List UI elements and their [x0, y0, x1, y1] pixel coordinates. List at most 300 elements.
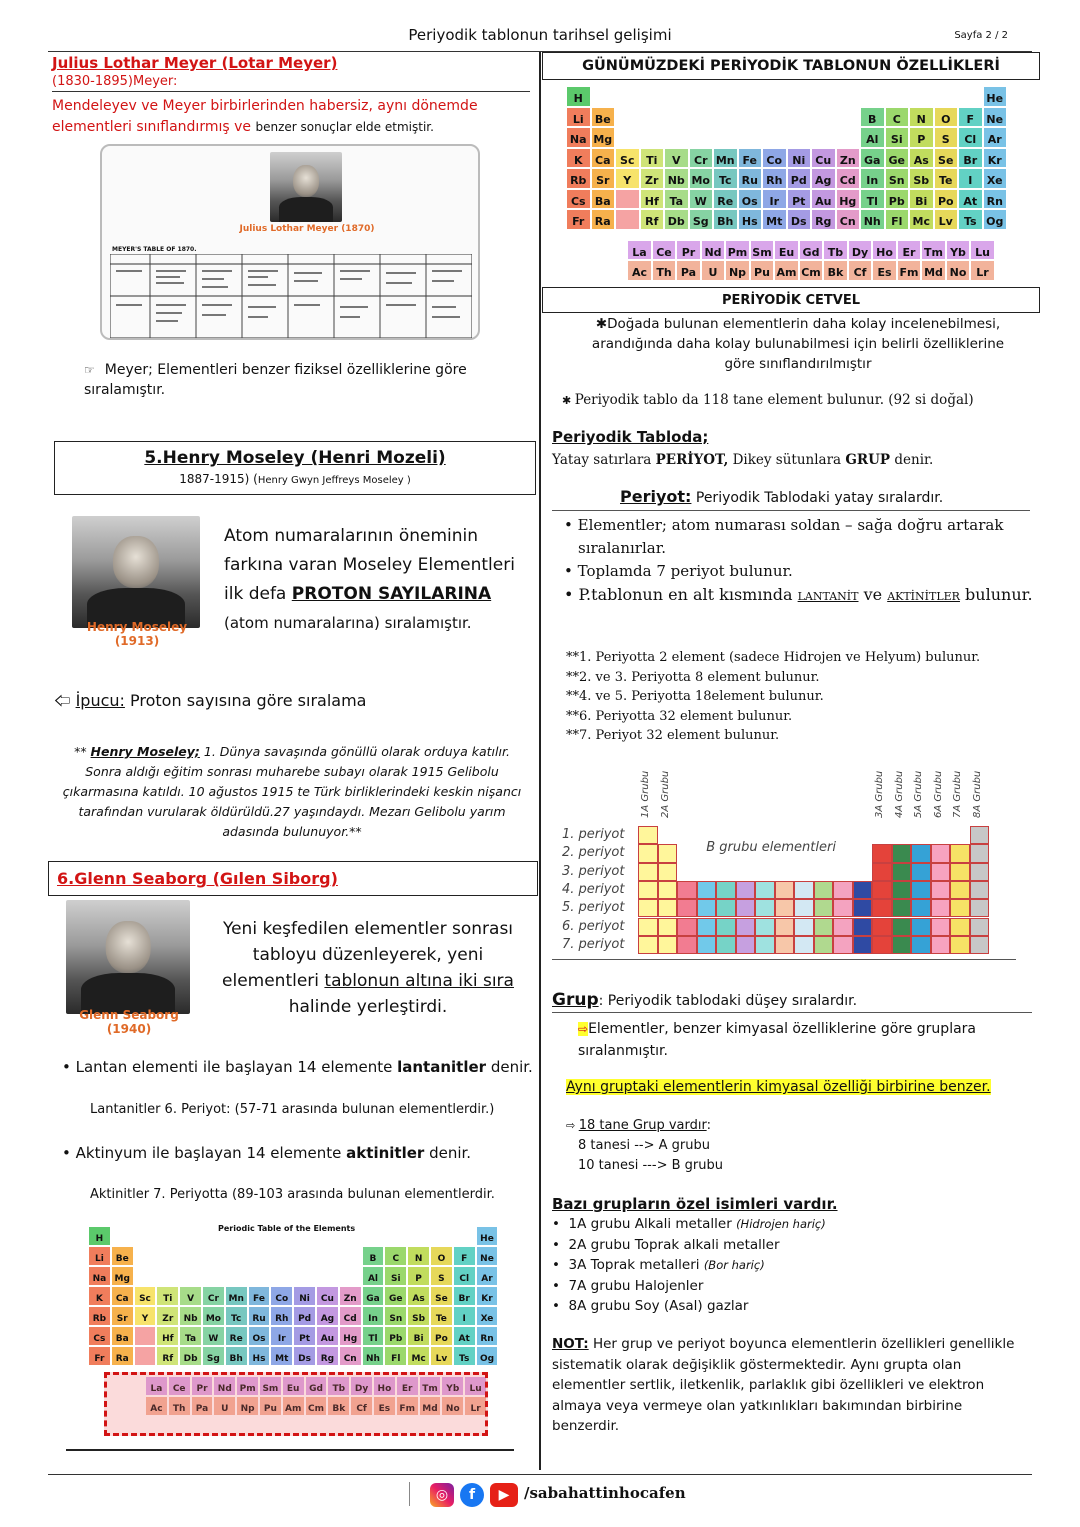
element-cell: Pr — [191, 1376, 214, 1396]
diagram-cell — [716, 899, 736, 917]
element-cell: Gd — [799, 240, 824, 261]
element-cell: S — [934, 127, 959, 148]
diagram-cell — [775, 899, 795, 917]
diagram-cell — [970, 899, 990, 917]
element-cell: Mo — [202, 1306, 225, 1326]
diagram-cell — [677, 936, 697, 954]
element-cell: He — [476, 1226, 499, 1246]
element-cell: C — [885, 107, 910, 128]
element-cell: H — [566, 86, 591, 107]
element-cell: Nb — [664, 168, 689, 189]
element-cell: Ru — [738, 168, 763, 189]
diagram-cell — [658, 936, 678, 954]
element-cell: Mg — [111, 1266, 134, 1286]
pt-label: Periyodik Tabloda; — [552, 428, 709, 446]
element-cell: Sm — [750, 240, 775, 261]
group-name-item: • 7A grubu Halojenler — [552, 1277, 704, 1294]
element-cell: Ar — [983, 127, 1008, 148]
moseley-years: 1887-1915) (Henry Gwyn Jeffreys Moseley ) — [179, 472, 411, 486]
element-cell: Ds — [787, 209, 812, 230]
element-cell: Cd — [339, 1306, 362, 1326]
period-group-diagram — [562, 764, 1018, 962]
element-cell: Po — [934, 189, 959, 210]
element-cell: Sr — [591, 168, 616, 189]
lantanit-line: • Lantan elementi ile başlayan 14 elemente lantanitler denir. — [62, 1058, 533, 1076]
periyot-count-item: **2. ve 3. Periyotta 8 element bulunur. — [566, 669, 820, 685]
element-count: ✱ Periyodik tablo da 118 tane element bulunur. (92 si doğal) — [562, 392, 974, 408]
element-cell: Co — [270, 1286, 293, 1306]
group-name-item: • 2A grubu Toprak alkali metaller — [552, 1236, 780, 1253]
element-cell: Pd — [293, 1306, 316, 1326]
element-cell: Ir — [762, 189, 787, 210]
diagram-cell — [814, 881, 834, 899]
grup-def: Grup: Periyodik tablodaki düşey sıralardır. — [552, 990, 858, 1010]
element-cell: Yb — [946, 240, 971, 261]
group-label: 5A Grubu — [913, 770, 924, 818]
seaborg-title: 6.Glenn Seaborg (Gılen Siborg) — [57, 869, 338, 888]
element-cell: Sc — [615, 148, 640, 169]
element-cell: Hf — [640, 189, 665, 210]
aktinit-line: • Aktinyum ile başlayan 14 elemente aktinitler denir. — [62, 1144, 472, 1162]
element-cell: Kr — [476, 1286, 499, 1306]
element-cell: Hs — [248, 1346, 271, 1366]
group-label: 2A Grubu — [659, 770, 671, 818]
element-cell: F — [958, 107, 983, 128]
diagram-cell — [814, 936, 834, 954]
diagram-cell — [697, 936, 717, 954]
element-cell: Bk — [823, 260, 848, 281]
periyot-count-item: **4. ve 5. Periyotta 18element bulunur. — [566, 689, 824, 704]
element-cell: Ra — [111, 1346, 134, 1366]
element-cell: Fr — [88, 1346, 111, 1366]
element-cell: Nb — [179, 1306, 202, 1326]
element-cell: Ta — [664, 189, 689, 210]
element-cell: Ru — [248, 1306, 271, 1326]
period-label: 1. periyot — [562, 827, 625, 842]
meyer-table-sketch — [110, 254, 472, 338]
element-cell: Os — [248, 1326, 271, 1346]
diagram-cell — [775, 936, 795, 954]
element-cell: Dy — [848, 240, 873, 261]
moseley-title-box — [54, 441, 536, 495]
element-cell: Si — [384, 1266, 407, 1286]
diagram-cell — [872, 936, 892, 954]
element-cell: Te — [934, 168, 959, 189]
element-cell: Au — [316, 1326, 339, 1346]
element-cell: Na — [88, 1266, 111, 1286]
element-cell: Rh — [762, 168, 787, 189]
diagram-cell — [970, 881, 990, 899]
group-label: 3A Grubu — [874, 770, 885, 818]
diagram-cell — [833, 881, 853, 899]
element-cell: O — [934, 107, 959, 128]
element-cell: Ce — [652, 240, 677, 261]
element-cell: Sn — [384, 1306, 407, 1326]
group-label: 8A Grubu — [971, 770, 983, 818]
element-cell: Fm — [396, 1396, 419, 1416]
element-cell: Gd — [305, 1376, 328, 1396]
diagram-cell — [775, 918, 795, 936]
element-cell: Lv — [934, 209, 959, 230]
features-title: GÜNÜMÜZDEKİ PERİYODİK TABLONUN ÖZELLİKLERİ — [582, 58, 1000, 74]
element-cell — [134, 1346, 157, 1366]
diagram-cell — [697, 918, 717, 936]
element-cell: Rf — [640, 209, 665, 230]
rows-text: Yatay satırlara PERİYOT, Dikey sütunlara GRUP denir. — [552, 452, 934, 468]
element-cell: Ag — [316, 1306, 339, 1326]
youtube-icon[interactable]: ▶ — [490, 1483, 518, 1507]
diagram-cell — [697, 899, 717, 917]
footer — [0, 1480, 1080, 1510]
element-cell: Cs — [566, 189, 591, 210]
group-names-list — [552, 1214, 826, 1317]
element-cell: Ba — [591, 189, 616, 210]
megaphone-icon: 🢤 — [54, 691, 71, 710]
element-cell: Md — [419, 1396, 442, 1416]
element-cell: Yb — [441, 1376, 464, 1396]
element-cell: Lu — [464, 1376, 487, 1396]
page-header — [0, 26, 1080, 50]
element-cell: Pt — [787, 189, 812, 210]
element-cell: W — [689, 189, 714, 210]
element-cell: Mc — [909, 209, 934, 230]
periyot-bullet: • P.tablonun en alt kısmında LANTANİT ve AKTİNİTLER bulunur. — [564, 585, 1033, 604]
element-cell: Er — [396, 1376, 419, 1396]
element-cell: Ne — [476, 1246, 499, 1266]
element-cell: Np — [236, 1396, 259, 1416]
element-cell: Rg — [811, 209, 836, 230]
meyer-photo-caption: Julius Lothar Meyer (1870) — [239, 224, 375, 234]
diagram-cell — [892, 899, 912, 917]
element-cell: Sr — [111, 1306, 134, 1326]
element-cell: Ce — [168, 1376, 191, 1396]
element-cell: Cd — [836, 168, 861, 189]
diagram-cell — [755, 899, 775, 917]
period-label: 6. periyot — [562, 918, 625, 934]
element-cell: Ga — [860, 148, 885, 169]
element-cell: Cl — [453, 1266, 476, 1286]
element-cell: Pr — [676, 240, 701, 261]
element-cell: Bh — [225, 1346, 248, 1366]
element-cell: Ni — [787, 148, 812, 169]
element-cell: Pm — [725, 240, 750, 261]
diagram-cell — [853, 918, 873, 936]
diagram-cell — [814, 918, 834, 936]
bottom-pt-title: Periodic Table of the Elements — [218, 1224, 356, 1233]
periyot-count-item: **1. Periyotta 2 element (sadece Hidrojen ve Helyum) bulunur. — [566, 650, 981, 665]
column-divider — [539, 52, 541, 1470]
element-cell: Tc — [713, 168, 738, 189]
diagram-cell — [814, 899, 834, 917]
left-bottom-rule — [66, 1449, 514, 1451]
element-cell: Na — [566, 127, 591, 148]
element-cell: Al — [362, 1266, 385, 1286]
moseley-desc: Atom numaralarının öneminin farkına varan Moseley Elementleri ilk defa PROTON SAYILARINA (atom numaralarına) sıralamıştır. — [224, 526, 515, 632]
element-cell: Rf — [156, 1346, 179, 1366]
element-cell: Fm — [897, 260, 922, 281]
meyer-title: Julius Lothar Meyer (Lotar Meyer) — [52, 54, 338, 72]
element-cell: Au — [811, 189, 836, 210]
periyot-bullet: • Elementler; atom numarası soldan – sağa doğru artarak sıralanırlar. — [564, 516, 1004, 557]
diagram-cell — [736, 881, 756, 899]
diagram-cell — [794, 936, 814, 954]
diagram-cell — [638, 899, 658, 917]
element-cell: Fl — [885, 209, 910, 230]
element-cell: Zr — [640, 168, 665, 189]
element-cell: Db — [664, 209, 689, 230]
element-cell: Ts — [453, 1346, 476, 1366]
seaborg-photo-caption: Glenn Seaborg (1940) — [79, 1008, 179, 1036]
element-cell: La — [627, 240, 652, 261]
diagram-cell — [853, 936, 873, 954]
pointing-hand-icon: ☞ — [84, 363, 95, 377]
group-label: 1A Grubu — [640, 770, 651, 818]
diagram-cell — [970, 844, 990, 862]
diagram-cell — [950, 881, 970, 899]
element-cell: Pb — [384, 1326, 407, 1346]
element-cell: Li — [566, 107, 591, 128]
element-cell: Co — [762, 148, 787, 169]
diagram-cell — [911, 863, 931, 881]
diagram-cell — [970, 936, 990, 954]
element-cell: Ne — [983, 107, 1008, 128]
element-cell: N — [909, 107, 934, 128]
element-cell: Cm — [305, 1396, 328, 1416]
element-cell: Ge — [885, 148, 910, 169]
diagram-cell — [872, 918, 892, 936]
element-cell: Er — [897, 240, 922, 261]
period-label: 2. periyot — [562, 845, 625, 861]
diagram-cell — [833, 899, 853, 917]
diagram-cell — [658, 899, 678, 917]
grup-count: ⇨ 18 tane Grup vardır: 8 tanesi --> A grubu 10 tanesi ---> B grubu — [566, 1118, 723, 1173]
element-cell: Nd — [213, 1376, 236, 1396]
element-cell: Nd — [701, 240, 726, 261]
diagram-cell — [853, 881, 873, 899]
diagram-cell — [872, 881, 892, 899]
element-cell: K — [566, 148, 591, 169]
diagram-cell — [931, 863, 951, 881]
element-cell: Ds — [293, 1346, 316, 1366]
element-cell: Os — [738, 189, 763, 210]
element-cell: Fe — [248, 1286, 271, 1306]
periyot-bullets — [552, 514, 1034, 608]
diagram-cell — [970, 826, 990, 844]
element-cell: Hg — [339, 1326, 362, 1346]
social-handle[interactable]: /sabahattinhocafen — [524, 1484, 686, 1502]
element-cell: Mg — [591, 127, 616, 148]
element-cell: Tl — [860, 189, 885, 210]
diagram-cell — [638, 881, 658, 899]
element-cell: Re — [713, 189, 738, 210]
meyer-section — [52, 54, 530, 138]
element-cell: B — [860, 107, 885, 128]
element-cell: Bi — [407, 1326, 430, 1346]
diagram-cell — [658, 863, 678, 881]
element-cell: Es — [872, 260, 897, 281]
element-cell: Re — [225, 1326, 248, 1346]
diagram-cell — [775, 881, 795, 899]
diagram-cell — [716, 881, 736, 899]
element-cell: Cf — [350, 1396, 373, 1416]
element-cell: Zn — [836, 148, 861, 169]
element-cell: Cl — [958, 127, 983, 148]
diagram-cell — [638, 918, 658, 936]
element-cell: Bk — [327, 1396, 350, 1416]
diagram-cell — [716, 936, 736, 954]
diagram-cell — [638, 863, 658, 881]
diagram-cell — [736, 936, 756, 954]
group-label: 7A Grubu — [952, 770, 963, 818]
diagram-cell — [950, 844, 970, 862]
element-cell: Am — [774, 260, 799, 281]
element-cell: Lu — [970, 240, 995, 261]
diagram-cell — [892, 863, 912, 881]
element-cell: Pu — [259, 1396, 282, 1416]
diagram-cell — [892, 918, 912, 936]
element-cell: Sb — [909, 168, 934, 189]
element-cell: Xe — [476, 1306, 499, 1326]
grup-rule — [552, 1012, 1032, 1013]
element-cell: Se — [934, 148, 959, 169]
element-cell: At — [453, 1326, 476, 1346]
page-title: Periyodik tablonun tarihsel gelişimi — [408, 26, 672, 44]
period-label: 4. periyot — [562, 881, 625, 897]
element-cell: Ta — [179, 1326, 202, 1346]
element-cell: Kr — [983, 148, 1008, 169]
element-cell: Bh — [713, 209, 738, 230]
element-cell: Lr — [464, 1396, 487, 1416]
diagram-cell — [658, 881, 678, 899]
element-cell: Ts — [958, 209, 983, 230]
grup-highlight: Aynı gruptaki elementlerin kimyasal özelliği birbirine benzer. — [566, 1079, 991, 1095]
meyer-desc-red: Mendeleyev ve Meyer birbirlerinden habersiz, aynı dönemde elementleri sınıflandırmış ve — [52, 98, 478, 135]
element-cell: At — [958, 189, 983, 210]
element-cell: Eu — [282, 1376, 305, 1396]
diagram-cell — [950, 936, 970, 954]
grup-arrow-text: ⇨Elementler, benzer kimyasal özelliklerine göre gruplara sıralanmıştır. — [578, 1021, 976, 1059]
element-cell: Cf — [848, 260, 873, 281]
diagram-cell — [697, 881, 717, 899]
meyer-bullet: ☞ Meyer; Elementleri benzer fiziksel özelliklerine göre sıralamıştır. — [84, 362, 467, 398]
periyot-rule — [552, 510, 1030, 511]
periyot-counts — [566, 648, 980, 746]
element-cell: Li — [88, 1246, 111, 1266]
diagram-cell — [950, 918, 970, 936]
meyer-years: (1830-1895)Meyer: — [52, 74, 530, 92]
element-cell: Tm — [419, 1376, 442, 1396]
meyer-figure — [100, 144, 480, 340]
cetvel-title-box — [542, 287, 1040, 313]
element-cell: Br — [453, 1286, 476, 1306]
element-cell: Pd — [787, 168, 812, 189]
element-cell: Eu — [774, 240, 799, 261]
element-cell: Ba — [111, 1326, 134, 1346]
element-cell: Cr — [689, 148, 714, 169]
element-cell: Hs — [738, 209, 763, 230]
periyot-bullet: • Toplamda 7 periyot bulunur. — [564, 562, 793, 580]
diagram-cell — [755, 936, 775, 954]
features-title-box — [542, 52, 1040, 80]
diagram-cell — [911, 918, 931, 936]
moseley-title: 5.Henry Moseley (Henri Mozeli) — [144, 448, 446, 468]
instagram-icon[interactable]: ◎ — [430, 1483, 454, 1507]
meyer-desc — [52, 96, 530, 138]
element-cell: Cs — [88, 1326, 111, 1346]
element-cell: Ca — [591, 148, 616, 169]
facebook-icon[interactable]: f — [460, 1483, 484, 1507]
diagram-cell — [638, 844, 658, 862]
diagram-cell — [911, 881, 931, 899]
element-cell: Pm — [236, 1376, 259, 1396]
diagram-cell — [794, 881, 814, 899]
element-cell: Rb — [88, 1306, 111, 1326]
diagram-cell — [716, 918, 736, 936]
element-cell: Se — [430, 1286, 453, 1306]
element-cell: Tb — [327, 1376, 350, 1396]
diagram-cell — [892, 881, 912, 899]
diagram-cell — [677, 918, 697, 936]
period-label: 7. periyot — [562, 936, 625, 952]
element-cell: Rh — [270, 1306, 293, 1326]
element-cell: Xe — [983, 168, 1008, 189]
element-cell: Mn — [713, 148, 738, 169]
diagram-cell — [853, 899, 873, 917]
diagram-cell — [677, 881, 697, 899]
element-cell: Ni — [293, 1286, 316, 1306]
moseley-note: ** Henry Moseley; 1. Dünya savaşında gönüllü olarak orduya katılır. Sonra aldığı eğitim sonrası muharebe subayı olarak 1915 Gelibolu çıkarmasına katıldı. 10 ağustos 1915 te Türk birliklerindeki keskin nişancı tarafından vurularak öldürüldü.27 yaşındaydı. Mezarı Gelibolu yarım adasında bulunuyor.** — [62, 744, 522, 839]
periyot-count-item: **6. Periyotta 32 element bulunur. — [566, 708, 793, 724]
element-cell: Br — [958, 148, 983, 169]
meyer-desc-black: benzer sonuçlar elde etmiştir. — [255, 120, 434, 134]
diagram-cell — [872, 844, 892, 862]
bottom-periodic-table — [68, 1220, 498, 1450]
element-cell: In — [362, 1306, 385, 1326]
periyot-def: Periyot: Periyodik Tablodaki yatay sıralardır. — [620, 487, 944, 506]
element-cell: Y — [134, 1306, 157, 1326]
diagram-cell — [794, 918, 814, 936]
element-cell: Hf — [156, 1326, 179, 1346]
element-cell: Cu — [811, 148, 836, 169]
element-cell: Al — [860, 127, 885, 148]
element-cell: V — [179, 1286, 202, 1306]
element-cell: O — [430, 1246, 453, 1266]
cetvel-text: ✱Doğada bulunan elementlerin daha kolay incelenebilmesi, arandığında daha kolay bulunabilmesi için belirli özelliklerine göre sınıflandırılmıştır — [591, 316, 1005, 372]
moseley-portrait — [72, 516, 200, 628]
element-cell: Sm — [259, 1376, 282, 1396]
element-cell: Ho — [373, 1376, 396, 1396]
element-cell: Pu — [750, 260, 775, 281]
element-cell: Rb — [566, 168, 591, 189]
element-cell: Ho — [872, 240, 897, 261]
element-cell: Rn — [983, 189, 1008, 210]
element-cell: Ga — [362, 1286, 385, 1306]
diagram-cell — [638, 826, 658, 844]
diagram-cell — [872, 863, 892, 881]
element-cell: Pt — [293, 1326, 316, 1346]
element-cell: As — [407, 1286, 430, 1306]
group-name-item: • 3A Toprak metalleri (Bor hariç) — [552, 1257, 765, 1273]
element-cell: Mo — [689, 168, 714, 189]
element-cell: H — [88, 1226, 111, 1246]
diagram-cell — [931, 899, 951, 917]
element-cell: Tb — [823, 240, 848, 261]
element-cell: In — [860, 168, 885, 189]
element-cell: Nh — [362, 1346, 385, 1366]
element-cell — [134, 1326, 157, 1346]
group-names-title: Bazı grupların özel isimleri vardır. — [552, 1195, 838, 1213]
element-cell: Tl — [362, 1326, 385, 1346]
